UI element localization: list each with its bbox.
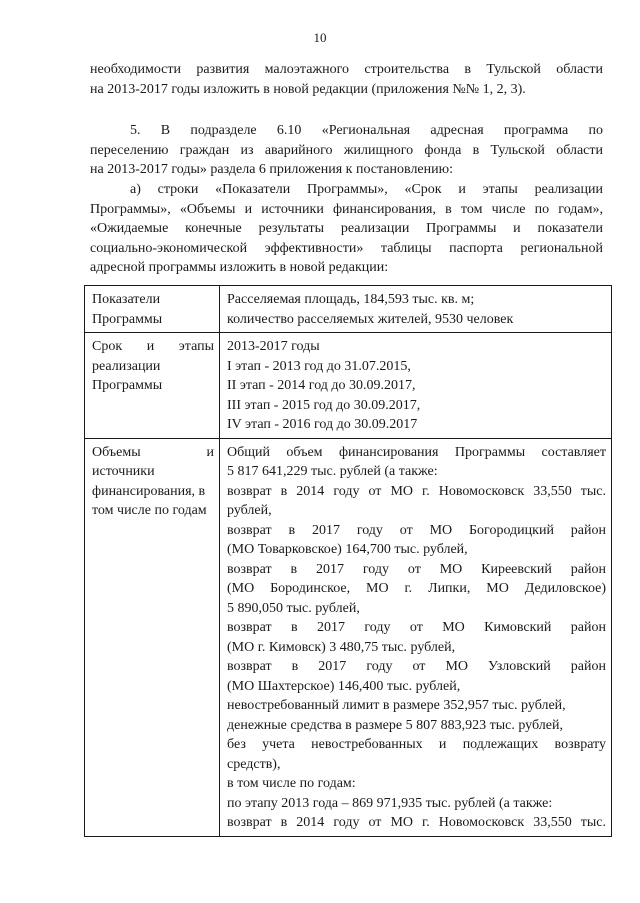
value-line: средств), xyxy=(227,756,281,772)
passport-table xyxy=(84,285,612,837)
value-line: денежные средства в размере 5 807 883,923 тыс. рублей, xyxy=(227,717,563,733)
value-line: (МО г. Кимовск) 3 480,75 тыс. рублей, xyxy=(227,639,456,655)
label-line: том числе по годам xyxy=(92,503,207,518)
page-number: 10 xyxy=(313,30,327,45)
value-line: возврат в 2017 году от МО Богородицкий район xyxy=(227,522,606,538)
value-line: Общий объем финансирования Программы составляет xyxy=(227,444,606,460)
value-line: III этап - 2015 год до 30.09.2017, xyxy=(227,397,421,413)
text-line: Программы», «Объемы и источники финансирования, в том числе по годам», xyxy=(90,201,603,217)
value-line: (МО Бородинское, МО г. Липки, МО Дедиловское) xyxy=(227,581,606,596)
value-line: количество расселяемых жителей, 9530 человек xyxy=(227,311,514,327)
table-row-indicators xyxy=(85,286,612,333)
text-line: а) строки «Показатели Программы», «Срок и этапы реализации xyxy=(130,182,603,197)
value-line: IV этап - 2016 год до 30.09.2017 xyxy=(227,417,418,432)
intro-paragraph xyxy=(90,60,603,99)
text-line: адресной программы изложить в новой редакции: xyxy=(90,260,389,275)
paragraph-5 xyxy=(90,121,603,180)
value-line: возврат в 2014 году от МО г. Новомосковск 33,550 тыс. xyxy=(227,483,606,499)
value-line: возврат в 2017 году от МО Узловский район xyxy=(227,659,606,674)
value-line: (МО Товарковское) 164,700 тыс. рублей, xyxy=(227,542,468,557)
value-line: II этап - 2014 год до 30.09.2017, xyxy=(227,378,416,393)
label-line: Срок и этапы xyxy=(92,339,214,354)
value-line: (МО Шахтерское) 146,400 тыс. рублей, xyxy=(227,678,461,694)
text-line: 5. В подразделе 6.10 «Региональная адресная программа по xyxy=(130,123,603,138)
row-label xyxy=(85,333,220,439)
row-value xyxy=(220,333,612,439)
value-line: Расселяемая площадь, 184,593 тыс. кв. м; xyxy=(227,292,475,307)
value-line: по этапу 2013 года – 869 971,935 тыс. рублей (а также: xyxy=(227,795,553,811)
value-line: 5 890,050 тыс. рублей, xyxy=(227,600,360,616)
table-row-funding xyxy=(85,438,612,836)
row-value xyxy=(220,438,612,836)
text-line: на 2013-2017 годы изложить в новой редакции (приложения №№ 1, 2, 3). xyxy=(90,81,526,97)
label-line: Показатели xyxy=(92,292,161,307)
label-line: Программы xyxy=(92,311,163,327)
table-row-timeline xyxy=(85,333,612,439)
label-line: реализации xyxy=(92,358,161,374)
value-line: возврат в 2017 году от МО Кимовский район xyxy=(227,620,606,635)
value-line: возврат в 2017 году от МО Киреевский район xyxy=(227,561,606,577)
label-line: источники xyxy=(92,464,155,479)
value-line: рублей, xyxy=(227,503,272,518)
text-line: «Ожидаемые конечные результаты реализации Программы и показатели xyxy=(90,221,603,236)
row-label xyxy=(85,286,220,333)
value-line: I этап - 2013 год до 31.07.2015, xyxy=(227,358,411,374)
value-line: 5 817 641,229 тыс. рублей (а также: xyxy=(227,464,438,479)
text-line: на 2013-2017 годы» раздела 6 приложения к постановлению: xyxy=(90,162,453,177)
value-line: невостребованный лимит в размере 352,957 тыс. рублей, xyxy=(227,698,566,713)
value-line: без учета невостребованных и подлежащих возврату xyxy=(227,737,606,752)
value-line: 2013-2017 годы xyxy=(227,339,320,354)
label-line: финансирования, в xyxy=(92,483,206,499)
value-line: возврат в 2014 году от МО г. Новомосковск 33,550 тыс. xyxy=(227,815,606,830)
row-value xyxy=(220,286,612,333)
value-line: в том числе по годам: xyxy=(227,776,356,791)
row-label xyxy=(85,438,220,836)
label-line: Программы xyxy=(92,378,163,393)
text-line: переселению граждан из аварийного жилищного фонда в Тульской области xyxy=(90,142,603,158)
label-line: Объемы и xyxy=(92,444,214,460)
text-line: необходимости развития малоэтажного строительства в Тульской области xyxy=(90,62,603,77)
subitem-a xyxy=(90,180,603,278)
text-line: социально-экономической эффективности» таблицы паспорта региональной xyxy=(90,240,603,256)
